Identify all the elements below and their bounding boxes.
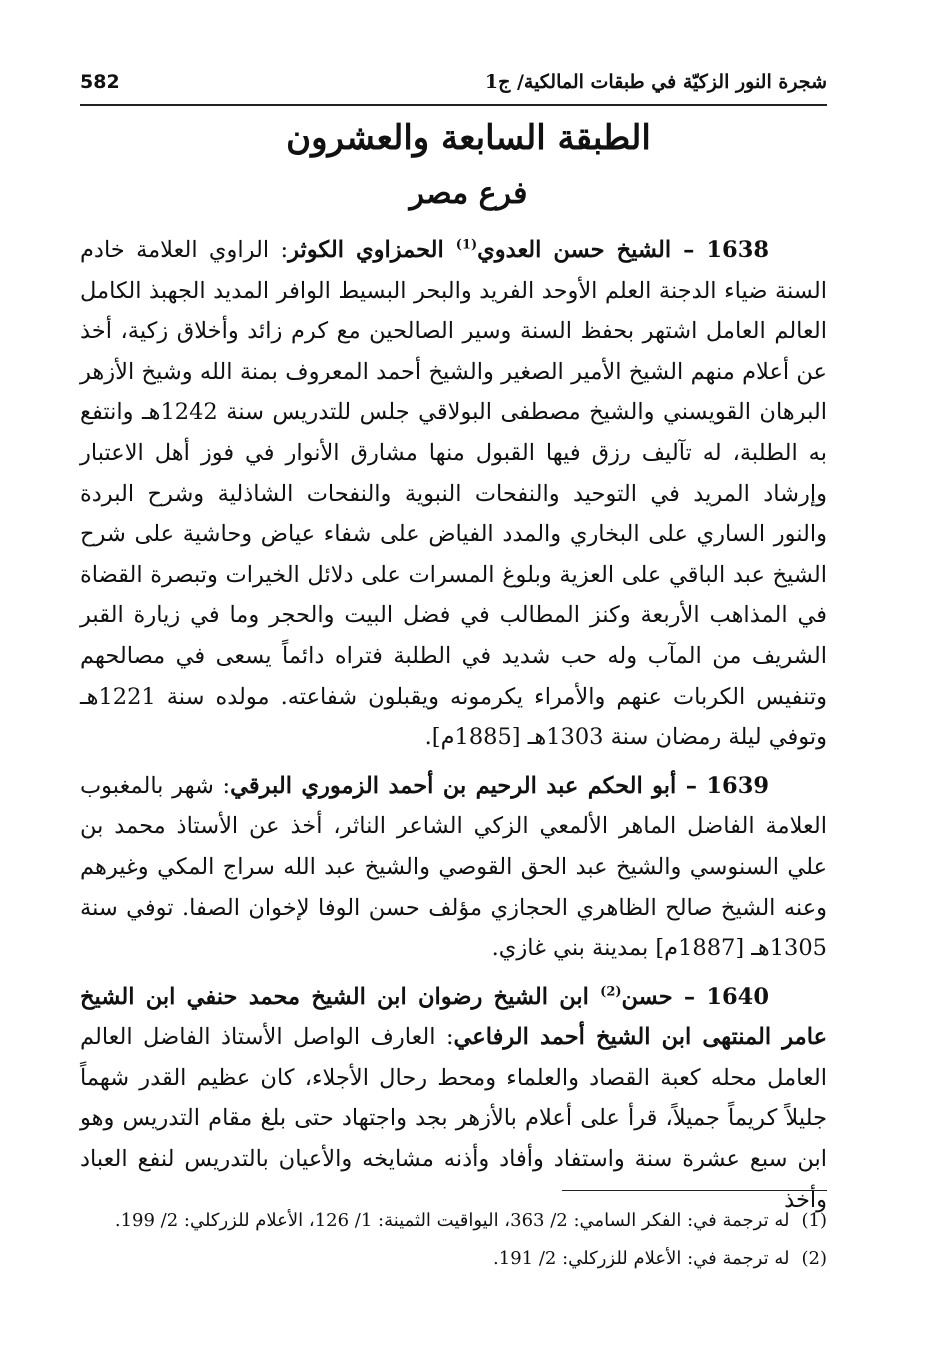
- footnote-ref: (1): [455, 237, 478, 253]
- entry-1638: 1638 – الشيخ حسن العدوي$^{(1)}$ الحمزاوي الكوثر: الراوي العلامة خادم السنة ضياء الدجنة العلم الأوحد الفريد والبحر البسيط الوافر المديد الجهبذ الكامل العالم العامل اشتهر بحفظ السنة وسير الصالحين مع كرم زائد وأخلاق زكية، أخذ عن أعلام منهم الشيخ الأمير الصغير والشيخ أحمد المعروف بمنة الله وشيخ الأزهر البرهان القويسني والشيخ مصطفى البولاقي جلس للتدريس سنة 1242هـ وانتفع به الطلبة، له تآليف رزق فيها القبول منها مشارق الأنوار في فوز أهل الاعتبار وإرشاد المريد في التوحيد والنفحات النبوية والنفحات الشاذلية وشرح البردة والنور الساري على البخاري والمدد الفياض على شفاء عياض وحاشية على شرح الشيخ عبد الباقي على العزية وبلوغ المسرات على دلائل الخيرات وتبصرة القضاة في المذاهب الأربعة وكنز المطالب في فضل البيت والحجر وما في زيارة القبر الشريف من المآب وله حب شديد في الطلبة فتراه دائماً يسعى في مصالحهم وتنفيس الكربات عنهم والأمراء يكرمونه ويقبلون شفاعته. مولده سنة 1221هـ وتوفي ليلة رمضان سنة 1303هـ [1885م].: [80, 237, 827, 751]
- entry-text: : الراوي العلامة خادم السنة ضياء الدجنة العلم الأوحد الفريد والبحر البسيط الوافر المديد الجهبذ الكامل العالم العامل اشتهر بحفظ السنة وسير الصالحين مع كرم زائد وأخلاق زكية، أخذ عن أعلام منهم الشيخ الأمير الصغير والشيخ أحمد المعروف بمنة الله وشيخ الأزهر البرهان القويسني والشيخ مصطفى البولاقي جلس للتدريس سنة 1242هـ وانتفع به الطلبة، له تآليف رزق فيها القبول منها مشارق الأنوار في فوز أهل الاعتبار وإرشاد المريد في التوحيد والنفحات النبوية والنفحات الشاذلية وشرح البردة والنور الساري على البخاري والمدد الفياض على شفاء عياض وحاشية على شرح الشيخ عبد الباقي على العزية وبلوغ المسرات على دلائل الخيرات وتبصرة القضاة في المذاهب الأربعة وكنز المطالب في فضل البيت والحجر وما في زيارة القبر الشريف من المآب وله حب شديد في الطلبة فتراه دائماً يسعى في مصالحهم وتنفيس الكربات عنهم والأمراء يكرمونه ويقبلون شفاعته. مولده سنة 1221هـ وتوفي ليلة رمضان سنة 1303هـ [1885م].: [80, 237, 827, 751]
- footnote-ref: (2): [600, 984, 622, 1000]
- layer-title: الطبقة السابعة والعشرون: [286, 118, 651, 158]
- page-number: 582: [80, 71, 120, 93]
- entry-number: 1640: [706, 983, 769, 1010]
- entry-number: 1638: [706, 237, 770, 263]
- entry-number: 1639: [706, 772, 770, 799]
- entry-name-rest: الحمزاوي الكوثر: [288, 237, 456, 263]
- book-title: شجرة النور الزكيّة في طبقات المالكية/ ج1: [484, 71, 827, 93]
- branch-title: فرع مصر: [409, 176, 528, 211]
- entry-name: الشيخ حسن العدوي: [477, 237, 672, 263]
- running-header: [80, 62, 827, 102]
- footnote-marker: (2): [801, 1248, 827, 1269]
- header-rule: [80, 104, 827, 106]
- entry-name: حسن: [621, 983, 673, 1010]
- entry-name: أبو الحكم عبد الرحيم بن أحمد الزموري البرقي: [230, 772, 677, 799]
- entry-1640: 1640 – حسن$^{(2)}$ ابن الشيخ رضوان ابن الشيخ محمد حنفي ابن الشيخ عامر المنتهى ابن الشيخ أحمد الرفاعي: العارف الواصل الأستاذ الفاضل العالم العامل محله كعبة القصاد والعلماء ومحط رحال الأجلاء، كان عظيم القدر شهماً جليلاً كريماً جميلاً، قرأ على أعلام بالأزهر بجد واجتهاد حتى بلغ مقام التدريس وهو ابن سبع عشرة سنة واستفاد وأفاد وأذنه مشايخه والأعيان بالتدريس لنفع العباد وأخذ: [80, 983, 827, 1213]
- entry-text: : العارف الواصل الأستاذ الفاضل العالم العامل محله كعبة القصاد والعلماء ومحط رحال الأجلاء، كان عظيم القدر شهماً جليلاً كريماً جميلاً، قرأ على أعلام بالأزهر بجد واجتهاد حتى بلغ مقام التدريس وهو ابن سبع عشرة سنة واستفاد وأفاد وأذنه مشايخه والأعيان بالتدريس لنفع العباد وأخذ: [80, 1024, 827, 1213]
- footnotes: [80, 1206, 827, 1282]
- footnote-2: [80, 1244, 827, 1273]
- footnote-rule: [562, 1190, 827, 1191]
- entry-text: : شهر بالمغبوب العلامة الفاضل الماهر الألمعي الزكي الشاعر الناثر، أخذ عن الأستاذ محمد بن علي السنوسي والشيخ عبد الحق القوصي والشيخ عبد الله سراج المكي وغيرهم وعنه الشيخ صالح الظاهري الحجازي مؤلف حسن الوفا لإخوان الصفا. توفي سنة 1305هـ [1887م] بمدينة بني غازي.: [80, 772, 827, 962]
- footnote-text: له ترجمة في: الفكر السامي: 2/ 363، اليواقيت الثمينة: 1/ 126، الأعلام للزركلي: 2/ 199.: [114, 1210, 790, 1231]
- footnote-marker: (1): [801, 1210, 827, 1231]
- body-text: [80, 230, 827, 1220]
- entry-1639: 1639 – أبو الحكم عبد الرحيم بن أحمد الزموري البرقي: شهر بالمغبوب العلامة الفاضل الماهر الألمعي الزكي الشاعر الناثر، أخذ عن الأستاذ محمد بن علي السنوسي والشيخ عبد الحق القوصي والشيخ عبد الله سراج المكي وغيرهم وعنه الشيخ صالح الظاهري الحجازي مؤلف حسن الوفا لإخوان الصفا. توفي سنة 1305هـ [1887م] بمدينة بني غازي.: [80, 772, 827, 962]
- footnote-1: [80, 1206, 827, 1235]
- entry-name-rest: ابن الشيخ رضوان ابن الشيخ محمد حنفي ابن الشيخ عامر المنتهى ابن الشيخ أحمد الرفاعي: [80, 983, 827, 1051]
- footnote-text: له ترجمة في: الأعلام للزركلي: 2/ 191.: [493, 1248, 790, 1269]
